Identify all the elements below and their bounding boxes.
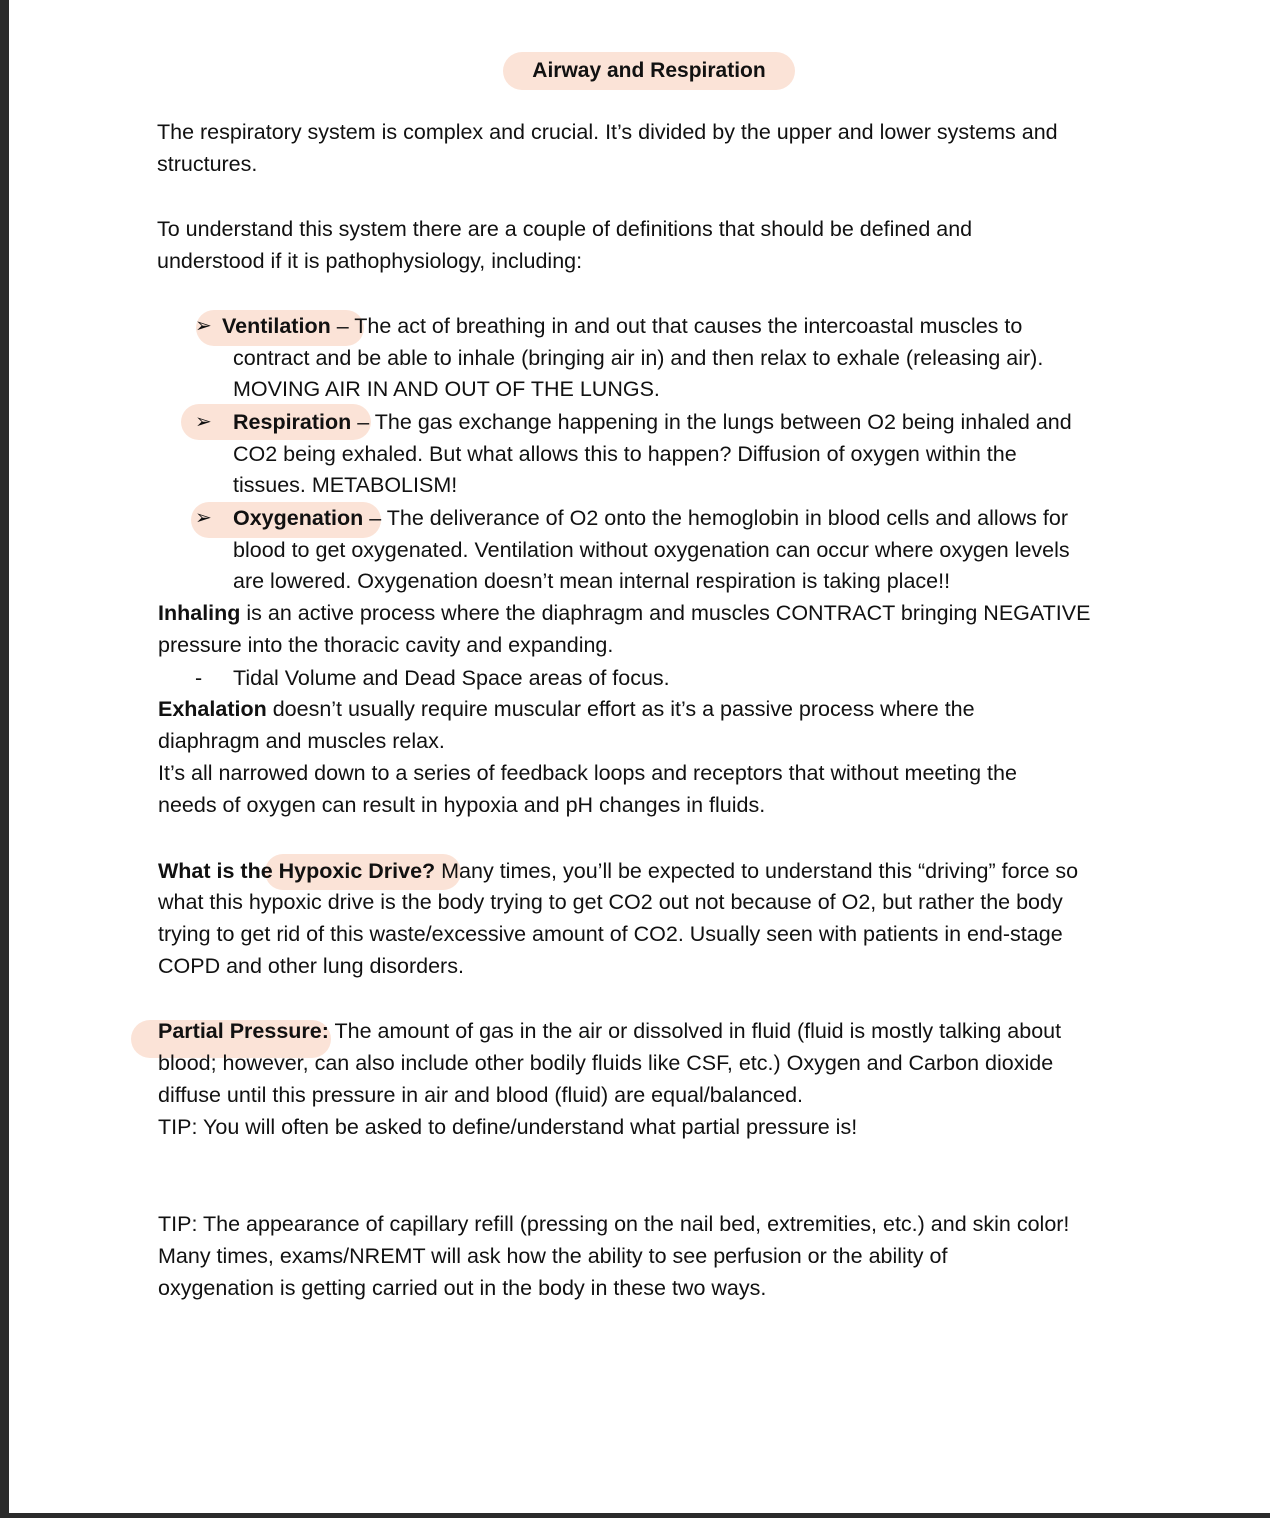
partial-line-2: blood; however, can also include other bodily fluids like CSF, etc.) Oxygen and Carbon dioxide <box>158 1051 1054 1075</box>
bullet-separator: – <box>351 410 375 434</box>
feedback-line-2: needs of oxygen can result in hypoxia and pH changes in fluids. <box>158 793 766 817</box>
exhalation-paragraph <box>158 693 975 725</box>
arrow-bullet-icon: ➢ <box>195 411 212 433</box>
arrow-bullet-icon: ➢ <box>195 315 212 337</box>
bullet-respiration-line-2: CO2 being exhaled. But what allows this to happen? Diffusion of oxygen within the <box>233 442 1017 466</box>
tip-line-2: Many times, exams/NREMT will ask how the ability to see perfusion or the ability of <box>158 1244 948 1268</box>
bullet-oxygenation-line-3: are lowered. Oxygenation doesn’t mean internal respiration is taking place!! <box>233 569 951 593</box>
bullet-respiration-line-3: tissues. METABOLISM! <box>233 473 458 497</box>
partial-line-3: diffuse until this pressure in air and blood (fluid) are equal/balanced. <box>158 1083 803 1107</box>
bullet-oxygenation-line-2: blood to get oxygenated. Ventilation without oxygenation can occur where oxygen levels <box>233 538 1070 562</box>
page-title: Airway and Respiration <box>503 52 795 90</box>
tip-line-3: oxygenation is getting carried out in the body in these two ways. <box>158 1276 767 1300</box>
tip-line-1: TIP: The appearance of capillary refill (pressing on the nail bed, extremities, etc.) and skin color! <box>158 1212 1070 1236</box>
hypoxic-text: Many times, you’ll be expected to understand this “driving” force so <box>435 859 1079 883</box>
inhaling-paragraph <box>158 597 1090 629</box>
hypoxic-line-4: COPD and other lung disorders. <box>158 954 464 978</box>
bullet-text: The deliverance of O2 onto the hemoglobin in blood cells and allows for <box>386 506 1068 530</box>
bullet-separator: – <box>363 506 387 530</box>
bullet-separator: – <box>330 314 355 338</box>
partial-paragraph <box>158 1015 1061 1047</box>
bottom-frame-edge <box>0 1513 1270 1518</box>
exhalation-line-2: diaphragm and muscles relax. <box>158 729 445 753</box>
hypoxic-paragraph <box>158 855 1078 887</box>
bullet-ventilation <box>222 310 1022 342</box>
bullet-term: Oxygenation <box>233 506 364 530</box>
bullet-oxygenation <box>233 502 1068 534</box>
bullet-term: Ventilation <box>222 314 331 338</box>
inhaling-line-2: pressure into the thoracic cavity and expanding. <box>158 633 614 657</box>
hypoxic-line-2: what this hypoxic drive is the body trying to get CO2 out not because of O2, but rather the body <box>158 890 1063 914</box>
bullet-term: Respiration <box>233 410 352 434</box>
definitions-intro-line-2: understood if it is pathophysiology, including: <box>157 249 583 273</box>
dash-bullet: - <box>195 666 203 690</box>
bullet-ventilation-line-2: contract and be able to inhale (bringing air in) and then relax to exhale (releasing air). <box>233 346 1044 370</box>
sub-item-text: Tidal Volume and Dead Space areas of focus. <box>233 666 670 690</box>
hypoxic-line-3: trying to get rid of this waste/excessive amount of CO2. Usually seen with patients in end-stage <box>158 922 1063 946</box>
bullet-text: The gas exchange happening in the lungs between O2 being inhaled and <box>374 410 1072 434</box>
feedback-line-1: It’s all narrowed down to a series of feedback loops and receptors that without meeting the <box>158 761 1017 785</box>
document-page <box>9 0 1270 1513</box>
exhalation-text: doesn’t usually require muscular effort as it’s a passive process where the <box>266 697 975 721</box>
bullet-respiration <box>233 406 1072 438</box>
left-frame-edge <box>0 0 9 1518</box>
partial-text: The amount of gas in the air or dissolved in fluid (fluid is mostly talking about <box>328 1019 1062 1043</box>
intro-line-2: structures. <box>157 152 258 176</box>
exhalation-term: Exhalation <box>158 697 267 721</box>
inhaling-term: Inhaling <box>158 601 241 625</box>
definitions-intro-line-1: To understand this system there are a couple of definitions that should be defined and <box>157 217 973 241</box>
hypoxic-term: What is the Hypoxic Drive? <box>158 859 436 883</box>
bullet-text: The act of breathing in and out that causes the intercoastal muscles to <box>354 314 1023 338</box>
intro-line-1: The respiratory system is complex and crucial. It’s divided by the upper and lower systems and <box>157 120 1058 144</box>
inhaling-text: is an active process where the diaphragm and muscles CONTRACT bringing NEGATIVE <box>240 601 1091 625</box>
arrow-bullet-icon: ➢ <box>195 507 212 529</box>
bullet-ventilation-line-3: MOVING AIR IN AND OUT OF THE LUNGS. <box>233 377 660 401</box>
partial-term: Partial Pressure: <box>158 1019 329 1043</box>
partial-tip: TIP: You will often be asked to define/understand what partial pressure is! <box>158 1115 858 1139</box>
